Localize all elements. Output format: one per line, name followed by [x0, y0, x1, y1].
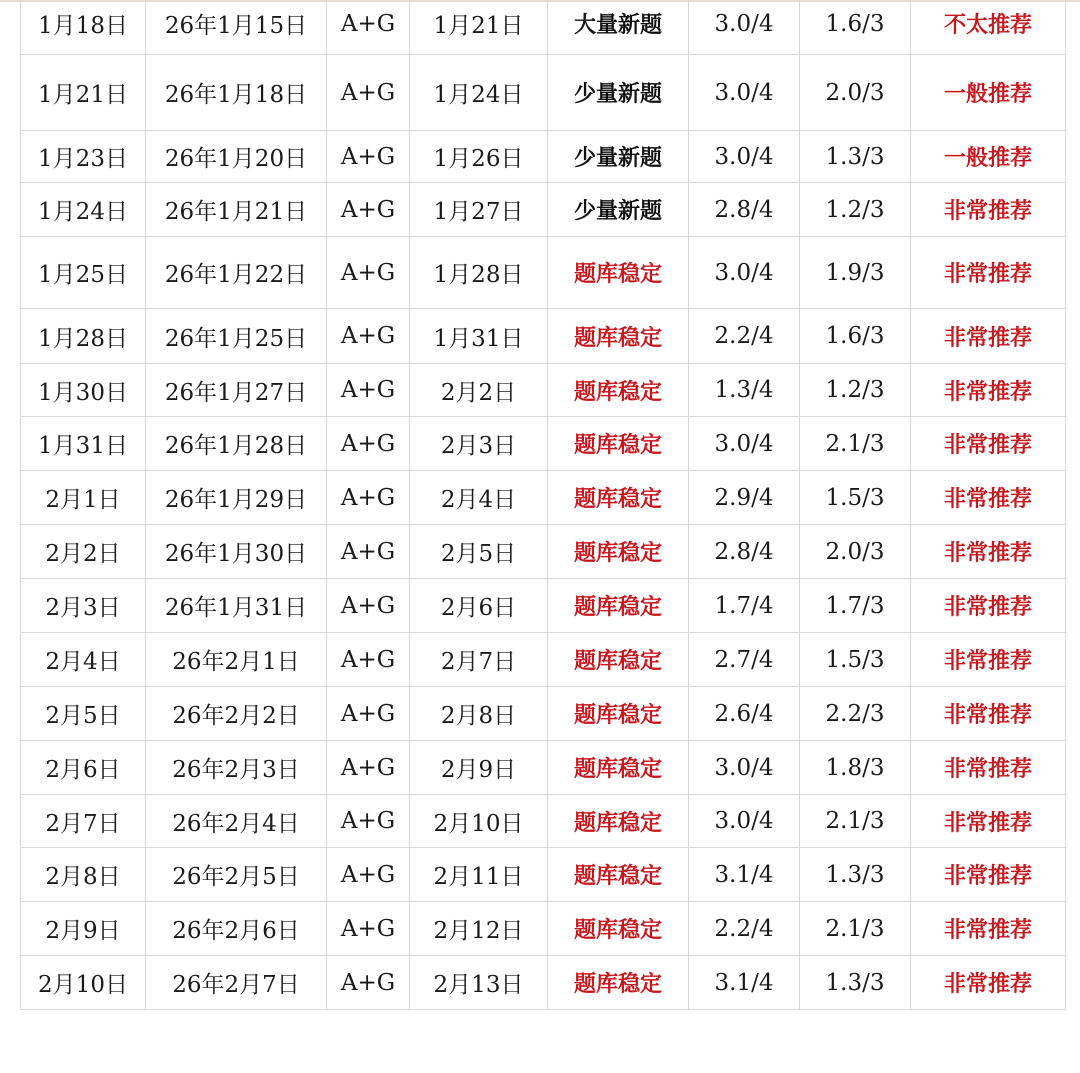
- exam-date-cell: 2月5日: [21, 687, 146, 741]
- question-status-cell: 少量新题: [548, 55, 689, 131]
- target-date-cell: 1月31日: [410, 309, 548, 364]
- recommendation-cell: 非常推荐: [911, 795, 1066, 848]
- target-date-cell: 1月26日: [410, 131, 548, 183]
- exam-date-cell: 1月30日: [21, 364, 146, 417]
- schedule-table: [20, 0, 1066, 1010]
- question-bank-date-cell: 26年2月2日: [146, 687, 327, 741]
- question-status-cell: 少量新题: [548, 131, 689, 183]
- score-g-cell: 1.6/3: [800, 0, 911, 55]
- score-a-cell: 1.3/4: [689, 364, 800, 417]
- target-date-cell: 2月5日: [410, 525, 548, 579]
- exam-type-cell: A+G: [327, 183, 410, 237]
- question-status-cell: 题库稳定: [548, 364, 689, 417]
- question-status-cell: 题库稳定: [548, 902, 689, 956]
- question-bank-date-cell: 26年2月4日: [146, 795, 327, 848]
- score-a-cell: 3.0/4: [689, 55, 800, 131]
- question-bank-date-cell: 26年1月18日: [146, 55, 327, 131]
- schedule-table-container: [20, 0, 1066, 1010]
- recommendation-cell: 非常推荐: [911, 309, 1066, 364]
- recommendation-cell: 非常推荐: [911, 237, 1066, 309]
- recommendation-cell: 非常推荐: [911, 848, 1066, 902]
- exam-date-cell: 2月3日: [21, 579, 146, 633]
- score-a-cell: 3.0/4: [689, 417, 800, 471]
- target-date-cell: 2月9日: [410, 741, 548, 795]
- exam-date-cell: 2月2日: [21, 525, 146, 579]
- table-row: [21, 795, 1066, 848]
- question-bank-date-cell: 26年2月3日: [146, 741, 327, 795]
- target-date-cell: 2月4日: [410, 471, 548, 525]
- question-status-cell: 题库稳定: [548, 687, 689, 741]
- score-g-cell: 1.6/3: [800, 309, 911, 364]
- question-bank-date-cell: 26年1月28日: [146, 417, 327, 471]
- table-row: [21, 687, 1066, 741]
- question-status-cell: 题库稳定: [548, 525, 689, 579]
- question-status-cell: 题库稳定: [548, 795, 689, 848]
- target-date-cell: 1月21日: [410, 0, 548, 55]
- question-bank-date-cell: 26年2月7日: [146, 956, 327, 1010]
- table-row: [21, 237, 1066, 309]
- exam-type-cell: A+G: [327, 0, 410, 55]
- score-g-cell: 1.7/3: [800, 579, 911, 633]
- table-row: [21, 848, 1066, 902]
- exam-date-cell: 1月18日: [21, 0, 146, 55]
- question-status-cell: 题库稳定: [548, 848, 689, 902]
- table-row: [21, 741, 1066, 795]
- table-row: [21, 956, 1066, 1010]
- exam-date-cell: 1月25日: [21, 237, 146, 309]
- table-row: [21, 579, 1066, 633]
- score-g-cell: 2.1/3: [800, 795, 911, 848]
- target-date-cell: 2月11日: [410, 848, 548, 902]
- score-g-cell: 2.1/3: [800, 902, 911, 956]
- table-row: [21, 525, 1066, 579]
- recommendation-cell: 一般推荐: [911, 131, 1066, 183]
- table-row: [21, 417, 1066, 471]
- recommendation-cell: 非常推荐: [911, 741, 1066, 795]
- question-status-cell: 题库稳定: [548, 237, 689, 309]
- score-a-cell: 3.0/4: [689, 0, 800, 55]
- exam-date-cell: 1月23日: [21, 131, 146, 183]
- exam-type-cell: A+G: [327, 525, 410, 579]
- target-date-cell: 1月24日: [410, 55, 548, 131]
- exam-date-cell: 1月31日: [21, 417, 146, 471]
- question-status-cell: 题库稳定: [548, 956, 689, 1010]
- score-a-cell: 1.7/4: [689, 579, 800, 633]
- exam-date-cell: 1月28日: [21, 309, 146, 364]
- question-bank-date-cell: 26年1月27日: [146, 364, 327, 417]
- exam-date-cell: 2月6日: [21, 741, 146, 795]
- exam-type-cell: A+G: [327, 309, 410, 364]
- question-bank-date-cell: 26年1月31日: [146, 579, 327, 633]
- recommendation-cell: 一般推荐: [911, 55, 1066, 131]
- recommendation-cell: 非常推荐: [911, 687, 1066, 741]
- score-g-cell: 2.2/3: [800, 687, 911, 741]
- recommendation-cell: 非常推荐: [911, 579, 1066, 633]
- question-status-cell: 少量新题: [548, 183, 689, 237]
- table-row: [21, 309, 1066, 364]
- score-a-cell: 2.2/4: [689, 309, 800, 364]
- question-status-cell: 题库稳定: [548, 741, 689, 795]
- score-a-cell: 2.8/4: [689, 525, 800, 579]
- score-g-cell: 2.0/3: [800, 55, 911, 131]
- score-a-cell: 2.7/4: [689, 633, 800, 687]
- recommendation-cell: 非常推荐: [911, 525, 1066, 579]
- target-date-cell: 2月3日: [410, 417, 548, 471]
- exam-date-cell: 2月10日: [21, 956, 146, 1010]
- question-status-cell: 题库稳定: [548, 309, 689, 364]
- table-body: [21, 0, 1066, 1010]
- question-bank-date-cell: 26年1月21日: [146, 183, 327, 237]
- score-g-cell: 1.5/3: [800, 633, 911, 687]
- target-date-cell: 2月12日: [410, 902, 548, 956]
- exam-date-cell: 2月8日: [21, 848, 146, 902]
- target-date-cell: 2月6日: [410, 579, 548, 633]
- question-bank-date-cell: 26年2月6日: [146, 902, 327, 956]
- target-date-cell: 2月7日: [410, 633, 548, 687]
- question-bank-date-cell: 26年2月5日: [146, 848, 327, 902]
- score-a-cell: 2.9/4: [689, 471, 800, 525]
- table-row: [21, 364, 1066, 417]
- question-status-cell: 题库稳定: [548, 579, 689, 633]
- target-date-cell: 2月2日: [410, 364, 548, 417]
- score-a-cell: 3.0/4: [689, 131, 800, 183]
- score-a-cell: 3.0/4: [689, 795, 800, 848]
- question-bank-date-cell: 26年2月1日: [146, 633, 327, 687]
- question-bank-date-cell: 26年1月29日: [146, 471, 327, 525]
- score-g-cell: 1.5/3: [800, 471, 911, 525]
- exam-date-cell: 1月21日: [21, 55, 146, 131]
- score-a-cell: 3.1/4: [689, 956, 800, 1010]
- recommendation-cell: 非常推荐: [911, 183, 1066, 237]
- target-date-cell: 1月27日: [410, 183, 548, 237]
- score-a-cell: 2.8/4: [689, 183, 800, 237]
- exam-type-cell: A+G: [327, 55, 410, 131]
- exam-date-cell: 2月9日: [21, 902, 146, 956]
- target-date-cell: 2月8日: [410, 687, 548, 741]
- recommendation-cell: 非常推荐: [911, 633, 1066, 687]
- score-a-cell: 3.0/4: [689, 741, 800, 795]
- score-g-cell: 1.3/3: [800, 956, 911, 1010]
- score-a-cell: 2.6/4: [689, 687, 800, 741]
- exam-type-cell: A+G: [327, 471, 410, 525]
- exam-type-cell: A+G: [327, 956, 410, 1010]
- exam-type-cell: A+G: [327, 364, 410, 417]
- table-row: [21, 55, 1066, 131]
- exam-type-cell: A+G: [327, 237, 410, 309]
- question-status-cell: 大量新题: [548, 0, 689, 55]
- table-row: [21, 0, 1066, 55]
- target-date-cell: 1月28日: [410, 237, 548, 309]
- exam-type-cell: A+G: [327, 687, 410, 741]
- table-row: [21, 131, 1066, 183]
- recommendation-cell: 非常推荐: [911, 417, 1066, 471]
- score-a-cell: 3.1/4: [689, 848, 800, 902]
- score-g-cell: 2.0/3: [800, 525, 911, 579]
- score-g-cell: 1.3/3: [800, 131, 911, 183]
- question-bank-date-cell: 26年1月20日: [146, 131, 327, 183]
- question-status-cell: 题库稳定: [548, 417, 689, 471]
- question-bank-date-cell: 26年1月25日: [146, 309, 327, 364]
- exam-type-cell: A+G: [327, 902, 410, 956]
- score-g-cell: 1.2/3: [800, 364, 911, 417]
- question-bank-date-cell: 26年1月30日: [146, 525, 327, 579]
- exam-type-cell: A+G: [327, 848, 410, 902]
- exam-type-cell: A+G: [327, 131, 410, 183]
- question-bank-date-cell: 26年1月15日: [146, 0, 327, 55]
- target-date-cell: 2月13日: [410, 956, 548, 1010]
- target-date-cell: 2月10日: [410, 795, 548, 848]
- exam-date-cell: 1月24日: [21, 183, 146, 237]
- score-g-cell: 1.8/3: [800, 741, 911, 795]
- score-g-cell: 2.1/3: [800, 417, 911, 471]
- score-a-cell: 3.0/4: [689, 237, 800, 309]
- exam-type-cell: A+G: [327, 741, 410, 795]
- exam-type-cell: A+G: [327, 795, 410, 848]
- table-row: [21, 471, 1066, 525]
- exam-type-cell: A+G: [327, 633, 410, 687]
- question-status-cell: 题库稳定: [548, 633, 689, 687]
- recommendation-cell: 非常推荐: [911, 902, 1066, 956]
- table-row: [21, 633, 1066, 687]
- exam-date-cell: 2月7日: [21, 795, 146, 848]
- exam-type-cell: A+G: [327, 579, 410, 633]
- recommendation-cell: 非常推荐: [911, 364, 1066, 417]
- score-a-cell: 2.2/4: [689, 902, 800, 956]
- question-status-cell: 题库稳定: [548, 471, 689, 525]
- score-g-cell: 1.9/3: [800, 237, 911, 309]
- recommendation-cell: 不太推荐: [911, 0, 1066, 55]
- table-row: [21, 183, 1066, 237]
- exam-date-cell: 2月1日: [21, 471, 146, 525]
- table-row: [21, 902, 1066, 956]
- recommendation-cell: 非常推荐: [911, 956, 1066, 1010]
- question-bank-date-cell: 26年1月22日: [146, 237, 327, 309]
- score-g-cell: 1.2/3: [800, 183, 911, 237]
- exam-type-cell: A+G: [327, 417, 410, 471]
- exam-date-cell: 2月4日: [21, 633, 146, 687]
- score-g-cell: 1.3/3: [800, 848, 911, 902]
- recommendation-cell: 非常推荐: [911, 471, 1066, 525]
